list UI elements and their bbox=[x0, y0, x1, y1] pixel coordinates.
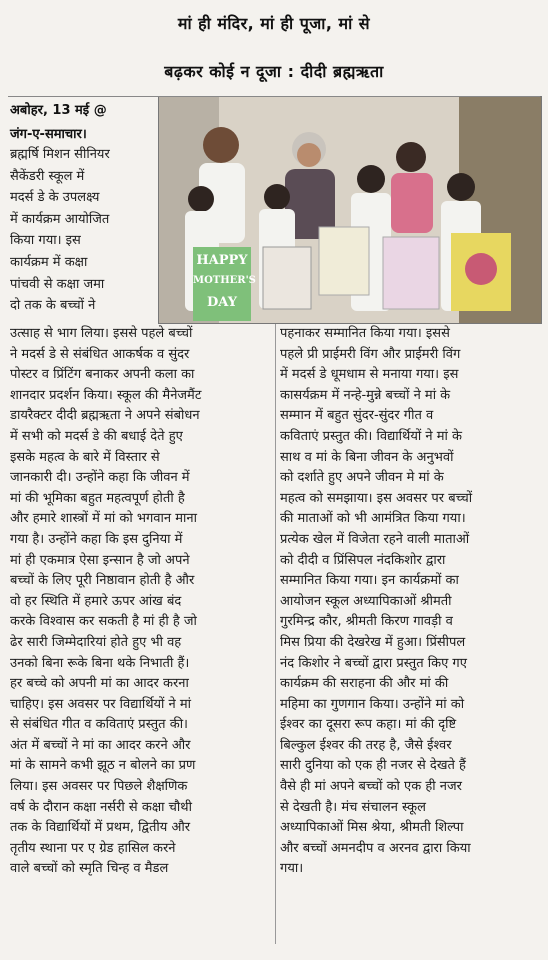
right-column-line: कविताएं प्रस्तुत की। विद्यार्थियों ने मां के bbox=[280, 428, 462, 444]
left-column-line: जानकारी दी। उन्होंने कहा कि जीवन में bbox=[10, 470, 190, 486]
left-column-line: करके विश्वास कर सकती है मां ही है जो bbox=[10, 614, 197, 630]
right-column-line: आयोजन स्कूल अध्यापिकाओं श्रीमती bbox=[280, 593, 452, 609]
left-column-line: अंत में बच्चों ने मां का आदर करने और bbox=[10, 737, 191, 753]
left-column-line: मां की भूमिका बहुत महत्वपूर्ण होती है bbox=[10, 490, 185, 506]
poster-card-2 bbox=[263, 247, 311, 309]
intro-line: दो तक के बच्चों ने bbox=[10, 298, 96, 314]
right-column bbox=[280, 324, 540, 880]
right-column-line: गया। bbox=[280, 861, 304, 877]
left-column-line: तृतीय स्थाना पर ए ग्रेड हासिल करने bbox=[10, 840, 176, 856]
left-column-line: वाले बच्चों को स्मृति चिन्ह व मैडल bbox=[10, 861, 169, 877]
headline-rule bbox=[8, 96, 540, 97]
right-column-line: बिल्कुल ईश्वर की तरह है, जैसे ईश्वर bbox=[280, 737, 452, 753]
right-column-line: सम्मान में बहुत सुंदर-सुंदर गीत व bbox=[280, 408, 434, 424]
poster-card-4 bbox=[383, 237, 439, 309]
left-column-line: लिया। इस अवसर पर पिछले शैक्षणिक bbox=[10, 779, 188, 795]
right-column-line: साथ व मां के बिना जीवन के अनुभवों bbox=[280, 449, 454, 465]
left-column-line: शानदार प्रदर्शन किया। स्कूल की मैनेजमैंट bbox=[10, 387, 202, 403]
right-column-line: प्रत्येक खेल में विजेता रहने वाली माताओं bbox=[280, 531, 470, 547]
left-column-line: वो हर स्थिति में हमारे ऊपर आंख बंद bbox=[10, 593, 182, 609]
right-column-line: गुरमिन्द्र कौर, श्रीमती किरण गावड़ी व bbox=[280, 614, 453, 630]
intro-line: मदर्स डे के उपलक्ष्य bbox=[10, 190, 100, 206]
left-column-line: बच्चों के लिए पूरी निष्ठावान होती है और bbox=[10, 573, 195, 589]
poster-flower bbox=[465, 253, 497, 285]
left-column-line: मां के सामने कभी झूठ न बोलने का प्रण bbox=[10, 758, 196, 774]
right-column-line: कार्यक्रम की सराहना की और मां की bbox=[280, 676, 449, 692]
teacher-kurta bbox=[391, 173, 433, 233]
headline-line-1: मां ही मंदिर, मां ही पूजा, मां से bbox=[177, 14, 371, 33]
news-photo bbox=[158, 96, 542, 324]
left-column-line: पोस्टर व प्रिंटिंग बनाकर अपनी कला का bbox=[10, 367, 195, 383]
right-column-line: ईश्वर का दूसरा रूप कहा। मां की दृष्टि bbox=[280, 717, 457, 733]
right-column-line: को दर्शाते हुए अपने जीवन मे मां के bbox=[280, 470, 444, 486]
left-column-line: इसके महत्व के बारे में विस्तार से bbox=[10, 449, 160, 465]
left-column-line: मां ही एकमात्र ऐसा इन्सान है जो अपने bbox=[10, 552, 190, 568]
left-column-line: वर्ष के दौरान कक्षा नर्सरी से कक्षा चौथी bbox=[10, 799, 192, 815]
child-3-head bbox=[357, 165, 385, 193]
right-column-line: से देखती है। मंच संचालन स्कूल bbox=[280, 799, 426, 815]
left-column-line: उत्साह से भाग लिया। इससे पहले बच्चों bbox=[10, 326, 193, 341]
left-column-line: ने मदर्स डे से संबंधित आकर्षक व सुंदर bbox=[10, 346, 190, 362]
child-4-head bbox=[447, 173, 475, 201]
intro-line: पांचवी से कक्षा जमा bbox=[10, 276, 105, 292]
left-column-line: ढेर सारी जिम्मेदारियां होते हुए भी वह bbox=[10, 634, 182, 650]
photo-illustration bbox=[159, 97, 541, 323]
left-column-line: उनको बिना रूके बिना थके निभाती हैं। bbox=[10, 655, 190, 671]
byline-place-date: अबोहर, 13 मई @ bbox=[10, 103, 107, 118]
column-divider bbox=[275, 324, 276, 944]
left-column-line: और हमारे शास्त्रों में मां को भगवान माना bbox=[10, 511, 197, 527]
child-2-head bbox=[264, 184, 290, 210]
intro-line: किया गया। इस bbox=[10, 233, 81, 249]
right-column-line: पहले प्री प्राईमरी विंग और प्राईमरी विंग bbox=[280, 346, 461, 362]
intro-column bbox=[10, 144, 150, 317]
right-column-line: महिमा का गुणगान किया। उन्होंने मां को bbox=[280, 696, 465, 712]
left-column-line: में सभी को मदर्स डे की बधाई देते हुए bbox=[10, 428, 183, 444]
left-column bbox=[10, 324, 272, 880]
right-column-line: को दीदी व प्रिंसिपल नंदकिशोर द्वारा bbox=[280, 552, 446, 568]
right-column-line: मिस प्रिया की देखरेख में हुआ। प्रिंसीपल bbox=[280, 634, 466, 650]
left-column-line: से संबंधित गीत व कविताएं प्रस्तुत की। bbox=[10, 717, 188, 733]
left-column-line: हर बच्चे को अपनी मां का आदर करना bbox=[10, 676, 189, 692]
teacher-head bbox=[396, 142, 426, 172]
intro-line: ब्रह्मर्षि मिशन सीनियर bbox=[10, 147, 110, 162]
left-column-line: चाहिए। इस अवसर पर विद्यार्थियों ने मां bbox=[10, 696, 192, 712]
headline-line-2: बढ़कर कोई न दूजा : दीदी ब्रह्मऋता bbox=[164, 62, 384, 81]
man-head bbox=[203, 127, 239, 163]
child-1-head bbox=[188, 186, 214, 212]
right-column-line: कासर्यक्रम में नन्हे-मुन्ने बच्चों ने मां के bbox=[280, 387, 451, 403]
right-column-line: सारी दुनिया को एक ही नजर से देखते हैं bbox=[280, 758, 466, 774]
left-column-line: गया है। उन्होंने कहा कि इस दुनिया में bbox=[10, 531, 183, 547]
card-text-3: DAY bbox=[207, 295, 237, 310]
right-column-line: वैसे ही मां अपने बच्चों को एक ही नजर bbox=[280, 779, 462, 795]
intro-line: में कार्यक्रम आयोजित bbox=[10, 211, 110, 227]
intro-line: सैकेंडरी स्कूल में bbox=[10, 168, 85, 184]
right-column-line: सम्मानित किया गया। इन कार्यक्रमों का bbox=[280, 573, 459, 589]
woman-face bbox=[297, 143, 321, 167]
left-column-line: तक के विद्यार्थियों में प्रथम, द्वितीय और bbox=[10, 820, 191, 836]
right-column-line: में मदर्स डे धूमधाम से मनाया गया। इस bbox=[280, 367, 459, 383]
right-column-line: की माताओं को भी आमंत्रित किया गया। bbox=[280, 511, 466, 527]
right-column-line: अध्यापिकाओं मिस श्रेया, श्रीमती शिल्पा bbox=[280, 820, 464, 836]
right-column-line: नंद किशोर ने बच्चों द्वारा प्रस्तुत किए गए bbox=[280, 655, 467, 671]
card-text-2: MOTHER'S bbox=[193, 275, 256, 286]
intro-line: कार्यक्रम में कक्षा bbox=[10, 254, 88, 270]
right-column-line: पहनाकर सम्मानित किया गया। इससे bbox=[280, 326, 450, 341]
left-column-line: डायरैक्टर दीदी ब्रह्मऋता ने अपने संबोधन bbox=[10, 408, 200, 424]
card-text-1: HAPPY bbox=[196, 253, 248, 268]
right-column-line: और बच्चों अमनदीप व अरनव द्वारा किया bbox=[280, 840, 471, 856]
right-column-line: महत्व को समझाया। इस अवसर पर बच्चों bbox=[280, 490, 473, 506]
byline-source: जंग-ए-समाचार। bbox=[10, 127, 87, 142]
poster-card-3 bbox=[319, 227, 369, 295]
